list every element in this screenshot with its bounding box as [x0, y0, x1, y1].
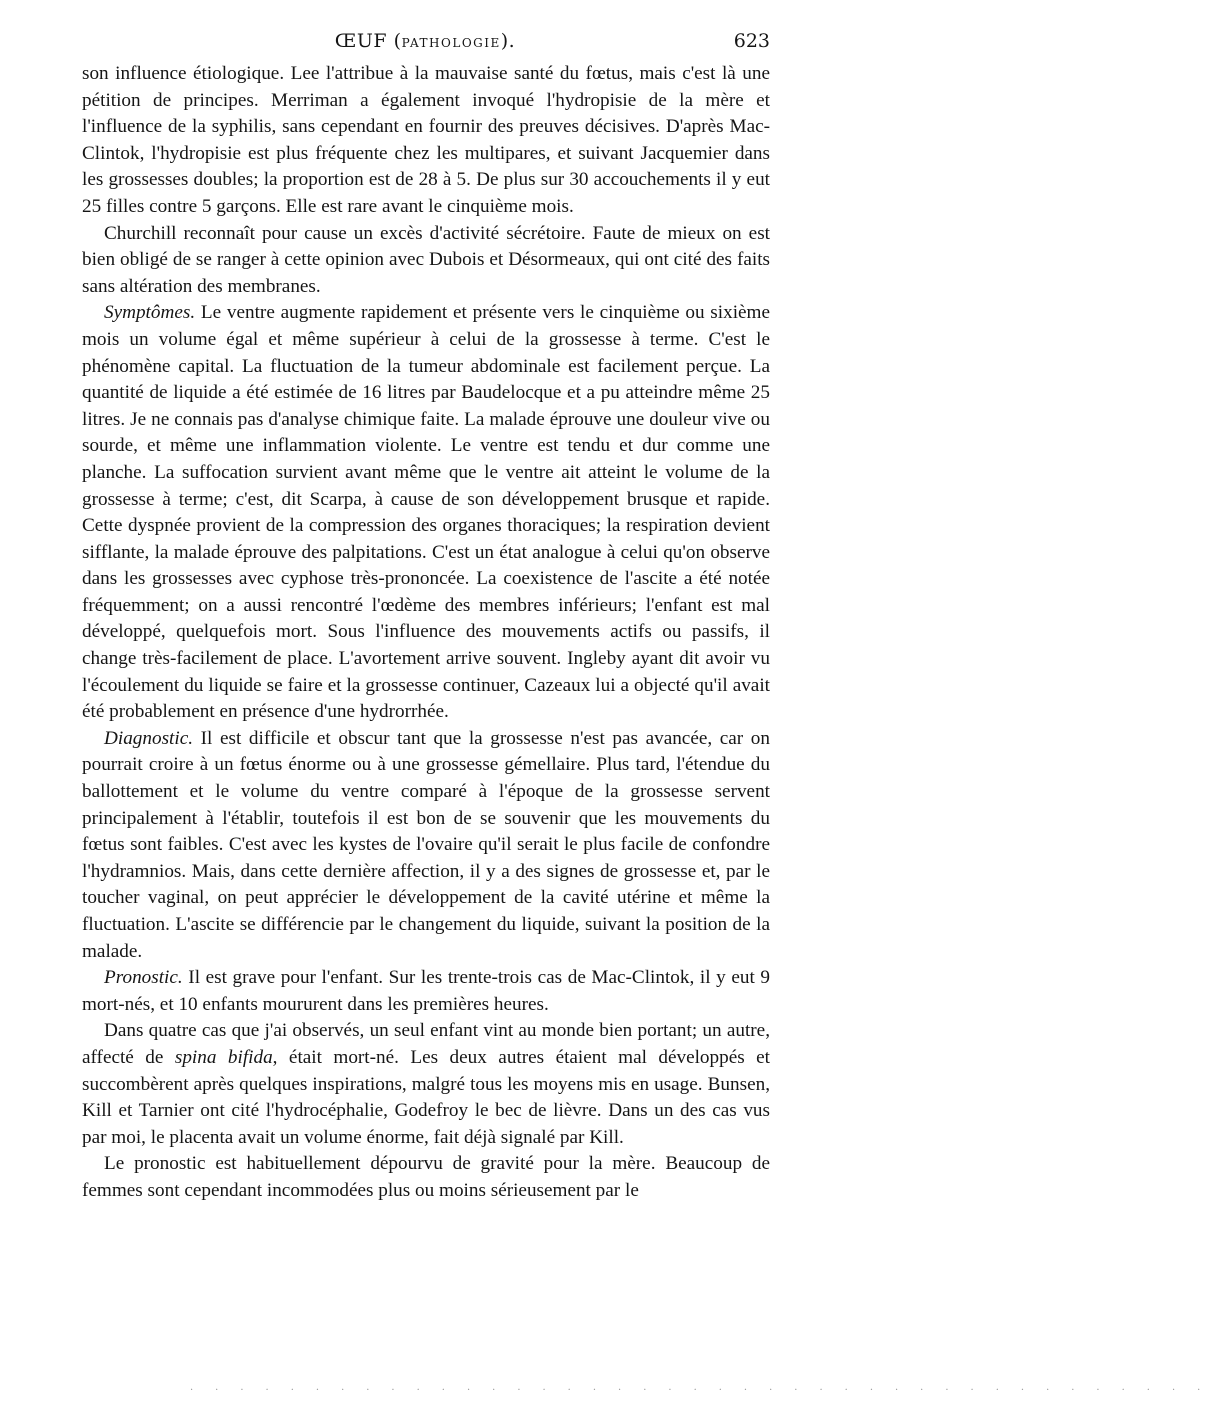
- page-number: 623: [733, 30, 770, 52]
- paragraph-text: Le ventre augmente rapidement et présente vers le cinquième ou sixième mois un volume égal et même supérieur à celui de la grossesse à terme. C'est le phénomène capital. La fluctuation de la tumeur abdominale est facilement perçue. La quantité de liquide a été estimée de 16 litres par Baudelocque et a pu atteindre même 25 litres. Je ne connais pas d'analyse chimique faite. La malade éprouve une douleur vive ou sourde, et même une inflammation violente. Le ventre est tendu et dur comme une planche. La suffocation survient avant même que le ventre ait atteint le volume de la grossesse à terme; c'est, dit Scarpa, à cause de son développement brusque et rapide. Cette dyspnée provient de la compression des organes thoraciques; la respiration devient sifflante, la malade éprouve des palpitations. C'est un état analogue à celui qu'on observe dans les grossesses avec cyphose très-prononcée. La coexistence de l'ascite a été notée fréquemment; on a aussi rencontré l'œdème des membres inférieurs; l'enfant est mal développé, quelquefois mort. Sous l'influence des mouvements actifs ou passifs, il change très-facilement de place. L'avortement arrive souvent. Ingleby ayant dit avoir vu l'écoulement du liquide se faire et la grossesse continuer, Cazeaux lui a objecté qu'il avait été probablement en présence d'une hydrorrhée.: [82, 302, 770, 723]
- header-title-end: ).: [500, 30, 516, 52]
- paragraph-pronostic-mere: [82, 1151, 770, 1204]
- inline-term-spina-bifida: spina bifida: [174, 1046, 273, 1068]
- header-title: [80, 30, 770, 52]
- paragraph-diagnostic: [82, 726, 770, 965]
- paragraph-quatre-cas: [82, 1018, 770, 1151]
- paragraph-text: Le pronostic est habituellement dépourvu de gravité pour la mère. Beaucoup de femmes sont cependant incommodées plus ou moins sérieusement par le: [82, 1153, 770, 1201]
- paragraph-etiology-continued: [82, 61, 770, 221]
- paragraph-text: Dans quatre cas que j'ai observés, un seul enfant vint au monde bien portant; un autre, affecté de: [82, 1020, 770, 1068]
- header-title-main: ŒUF (: [334, 30, 402, 52]
- paragraph-text: Il est grave pour l'enfant. Sur les trente-trois cas de Mac-Clintok, il y eut 9 mort-nés, et 10 enfants moururent dans les premières heures.: [82, 967, 770, 1015]
- paragraph-text: Churchill reconnaît pour cause un excès d'activité sécrétoire. Faute de mieux on est bien obligé de se ranger à cette opinion avec Dubois et Désormeaux, qui ont cité des faits sans altération des membranes.: [82, 222, 770, 297]
- paragraph-symptomes: [82, 300, 770, 726]
- paragraph-pronostic: [82, 965, 770, 1018]
- running-header: [80, 22, 770, 56]
- section-heading-pronostic: Pronostic.: [104, 967, 183, 989]
- header-title-small-caps: PATHOLOGIE: [401, 36, 501, 50]
- paragraph-text: , était mort-né. Les deux autres étaient mal développés et succombèrent après quelques inspirations, malgré tous les moyens mis en usage. Bunsen, Kill et Tarnier ont cité l'hydrocéphalie, Godefroy le bec de lièvre. Dans un des cas vus par moi, le placenta avait un volume énorme, fait déjà signalé par Kill.: [82, 1046, 770, 1148]
- section-heading-symptomes: Symptômes.: [104, 302, 196, 324]
- scan-specks-decoration: ·········································: [190, 1385, 1222, 1396]
- paragraph-churchill: [82, 221, 770, 301]
- section-heading-diagnostic: Diagnostic.: [104, 727, 194, 749]
- paragraph-text: son influence étiologique. Lee l'attribue à la mauvaise santé du fœtus, mais c'est là une pétition de principes. Merriman a également invoqué l'hydropisie de la mère et l'influence de la syphilis, sans cependant en fournir des preuves décisives. D'après Mac-Clintok, l'hydropisie est plus fréquente chez les multipares, et suivant Jacquemier dans les grossesses doubles; la proportion est de 28 à 5. De plus sur 30 accouchements il y eut 25 filles contre 5 garçons. Elle est rare avant le cinquième mois.: [82, 63, 770, 217]
- paragraph-text: Il est difficile et obscur tant que la grossesse n'est pas avancée, car on pourrait croire à un fœtus énorme ou à une grossesse gémellaire. Plus tard, l'étendue du ballottement et le volume du ventre comparé à l'époque de la grossesse servent principalement à l'établir, toutefois il est bon de se souvenir que les mouvements du fœtus sont faibles. C'est avec les kystes de l'ovaire qu'il serait le plus facile de confondre l'hydramnios. Mais, dans cette dernière affection, il y a des signes de grossesse et, par le toucher vaginal, on peut apprécier le développement de la cavité utérine et même la fluctuation. L'ascite se différencie par le changement du liquide, suivant la position de la malade.: [82, 727, 770, 962]
- body-text: [82, 61, 770, 1205]
